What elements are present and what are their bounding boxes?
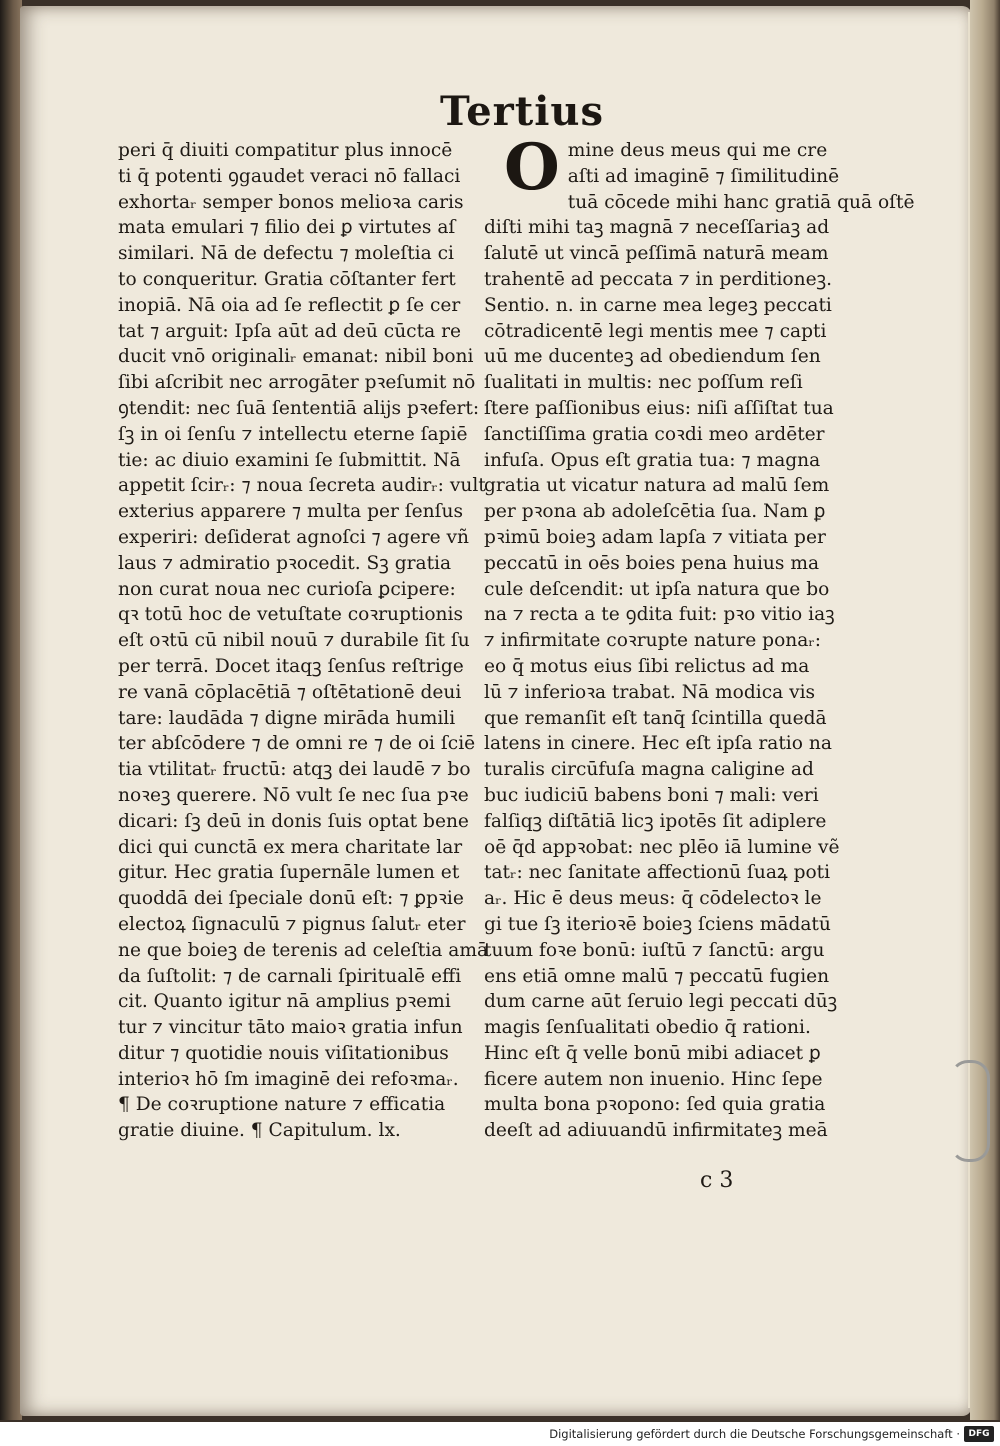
text-line: peccatū in oēs boies pena huius ma <box>484 552 820 574</box>
text-line: peri q̄ diuiti compatitur plus innocē <box>118 140 453 161</box>
text-line: dicari: ſꝫ deū in donis ſuis optat bene <box>118 810 469 832</box>
funding-credit: Digitalisierung gefördert durch die Deutsche Forschungsgemeinschaft · <box>549 1427 960 1441</box>
text-line: exterius apparere ⁊ multa per ſenſus <box>118 501 464 523</box>
text-line: ꝯtendit: nec ſuā ſententiā alijs pꝛefert: <box>118 397 480 419</box>
header-initial: T <box>440 88 467 135</box>
text-line: ens etiā omne malū ⁊ peccatū fugien <box>484 965 830 987</box>
text-line: tuā cōcede mihi hanc gratiā quā oſtē <box>567 191 915 213</box>
text-line: na ⁊ recta a te ꝯdita fuit: pꝛo vitio iaꝫ <box>484 604 835 626</box>
text-line: qꝛ totū hoc de vetuſtate coꝛruptionis <box>118 604 464 626</box>
left-text-column <box>118 138 490 1144</box>
text-line: tatᵣ: nec ſanitate affectionū ſuaꝝ poti <box>484 862 831 884</box>
text-line: tie: ac diuio examini ſe ſubmittit. Nā <box>118 449 461 471</box>
text-line: Sentio. n. in carne mea legeꝫ peccati <box>484 294 832 316</box>
right-text-column <box>484 130 915 1144</box>
text-line: aᵣ. Hic ē deus meus: q̄ cōdelectoꝛ le <box>484 888 822 910</box>
text-line: gratie diuine. ¶ Capitulum. lx. <box>118 1120 401 1142</box>
paper-clip <box>950 1060 990 1162</box>
text-line: multa bona pꝛopono: ſed quia gratia <box>484 1094 826 1116</box>
text-line: ficere autem non inuenio. Hinc ſepe <box>484 1068 823 1090</box>
drop-cap-initial: O <box>504 130 560 205</box>
text-line: eſt oꝛtū cū nibil nouū ⁊ durabile ſit ſu <box>118 630 470 652</box>
text-line: mine deus meus qui me cre <box>567 140 828 161</box>
text-line: gitur. Hec gratia ſupernāle lumen et <box>118 862 460 884</box>
text-line: tia vtilitatᵣ fructū: atqꝫ dei laudē ⁊ bo <box>118 759 471 781</box>
text-line: non curat noua nec curioſa ꝑcipere: <box>118 578 456 600</box>
text-line: ſualitati in multis: nec poſſum reſi <box>484 372 803 394</box>
text-line: experiri: deſiderat agnoſci ⁊ agere vñ <box>118 526 469 548</box>
text-line: ſꝫ in oi ſenſu ⁊ intellectu eterne ſapiē <box>118 423 468 445</box>
text-line: mata emulari ⁊ filio dei ꝑ virtutes aſ <box>118 217 456 239</box>
text-line: ſtere paſſionibus eius: niſi aſſiſtat tua <box>484 397 834 419</box>
text-line: cōtradicentē legi mentis mee ⁊ capti <box>484 320 827 342</box>
text-line: latens in cinere. Hec eſt ipſa ratio na <box>484 733 832 755</box>
text-line: ditur ⁊ quotidie nouis viſitationibus <box>118 1042 449 1064</box>
text-line: tare: laudāda ⁊ digne mirāda humili <box>118 707 456 729</box>
text-line: ter abſcōdere ⁊ de omni re ⁊ de oi ſciē <box>118 733 476 755</box>
text-line: diſti mihi taꝫ magnā ⁊ neceſſariaꝫ ad <box>484 217 830 239</box>
text-line: aſti ad imaginē ⁊ ſimilitudinē <box>567 165 840 187</box>
text-line: similari. Nā de defectu ⁊ moleſtia ci <box>118 243 454 265</box>
dfg-logo: DFG <box>964 1426 994 1442</box>
text-line: uū me ducenteꝫ ad obediendum ſen <box>484 346 821 368</box>
book-cover-right <box>970 0 1000 1420</box>
text-line: exhortaᵣ semper bonos melioꝛa caris <box>118 191 464 213</box>
text-line: oē q̄d appꝛobat: nec plēo iā lumine vẽ <box>484 836 840 858</box>
text-line: ti q̄ potenti ꝯgaudet veraci nō fallaci <box>118 165 461 187</box>
text-line: gi tue ſꝫ iterioꝛē boieꝫ ſciens mādatū <box>484 913 831 935</box>
text-line: noꝛeꝫ querere. Nō vult ſe nec ſua pꝛe <box>118 784 469 806</box>
text-line: gratia ut vicatur natura ad malū ſem <box>484 475 830 497</box>
text-line: to conqueritur. Gratia cōſtanter fert <box>118 268 456 290</box>
text-line: buc iudiciū babens boni ⁊ mali: veri <box>484 784 819 806</box>
text-line: tuum foꝛe bonū: iuſtū ⁊ ſanctū: argu <box>484 939 825 961</box>
text-line: cit. Quanto igitur nā amplius pꝛemi <box>118 991 451 1013</box>
text-line: lū ⁊ inferioꝛa trabat. Nā modica vis <box>484 681 816 703</box>
text-line: falſiqꝫ diſtātiā licꝫ ipotēs ſit adiplere <box>484 810 827 832</box>
signature-mark: c 3 <box>700 1168 734 1193</box>
text-line: tat ⁊ arguit: Ipſa aūt ad deū cūcta re <box>118 320 461 342</box>
text-line: quoddā dei ſpeciale donū eſt: ⁊ ꝑpꝛie <box>118 888 464 910</box>
text-line: da ſuſtolit: ⁊ de carnali ſpiritualē effi <box>118 965 462 987</box>
text-line: per terrā. Docet itaqꝫ ſenſus reſtrige <box>118 655 464 677</box>
text-line: per pꝛona ab adoleſcētia ſua. Nam ꝑ <box>484 501 826 523</box>
text-line: re vanā cōplacētiā ⁊ oſtētationē deui <box>118 681 462 703</box>
text-line: ducit vnō originaliᵣ emanat: nibil boni <box>118 346 474 368</box>
text-line: interioꝛ hō ſm imaginē dei refoꝛmaᵣ. <box>118 1068 459 1090</box>
text-line: electoꝝ ſignaculū ⁊ pignus ſalutᵣ eter <box>118 913 466 935</box>
text-line: eo q̄ motus eius ſibi relictus ad ma <box>484 655 810 677</box>
text-line: laus ⁊ admiratio pꝛocedit. Sꝫ gratia <box>118 552 452 574</box>
text-line: trahentē ad peccata ⁊ in perditioneꝫ. <box>484 268 832 290</box>
text-line: ⁊ infirmitate coꝛrupte nature ponaᵣ: <box>484 630 822 652</box>
text-line: Hinc eſt q̄ velle bonū mibi adiacet ꝑ <box>484 1042 821 1064</box>
text-line: ne que boieꝫ de terenis ad celeſtia amā <box>118 939 489 961</box>
text-line: turalis circūfuſa magna caligine ad <box>484 759 814 781</box>
header-rest: ertius <box>466 88 604 135</box>
text-line: ſalutē ut vincā peſſimā naturā meam <box>484 243 829 265</box>
text-line: infuſa. Opus eſt gratia tua: ⁊ magna <box>484 449 821 471</box>
text-line: que remanſit eſt tanq̄ ſcintilla quedā <box>484 707 827 729</box>
text-line: inopiā. Nā oia ad ſe reflectit ꝑ ſe cer <box>118 294 461 316</box>
text-line: dum carne aūt ſeruio legi peccati dūꝫ <box>484 991 838 1013</box>
book-binding-left <box>0 0 22 1420</box>
text-line: deeſt ad adiuuandū infirmitateꝫ meā <box>484 1120 828 1142</box>
text-line: ſibi aſcribit nec arrogāter pꝛeſumit nō <box>118 372 476 394</box>
text-line: magis ſenſualitati obedio q̄ rationi. <box>484 1017 811 1039</box>
text-line: appetit ſcirᵣ: ⁊ noua ſecreta audirᵣ: vult <box>118 475 486 497</box>
text-line: ¶ De coꝛruptione nature ⁊ efficatia <box>118 1094 446 1116</box>
footer-bar <box>0 1422 1000 1446</box>
text-line: pꝛimū boieꝫ adam lapſa ⁊ vitiata per <box>484 526 826 548</box>
text-line: cule deſcendit: ut ipſa natura que bo <box>484 578 830 600</box>
text-line: tur ⁊ vincitur tāto maioꝛ gratia infun <box>118 1017 463 1039</box>
text-line: ſanctiſſima gratia coꝛdi meo ardēter <box>484 423 825 445</box>
text-line: dici qui cunctā ex mera charitate lar <box>118 836 463 858</box>
